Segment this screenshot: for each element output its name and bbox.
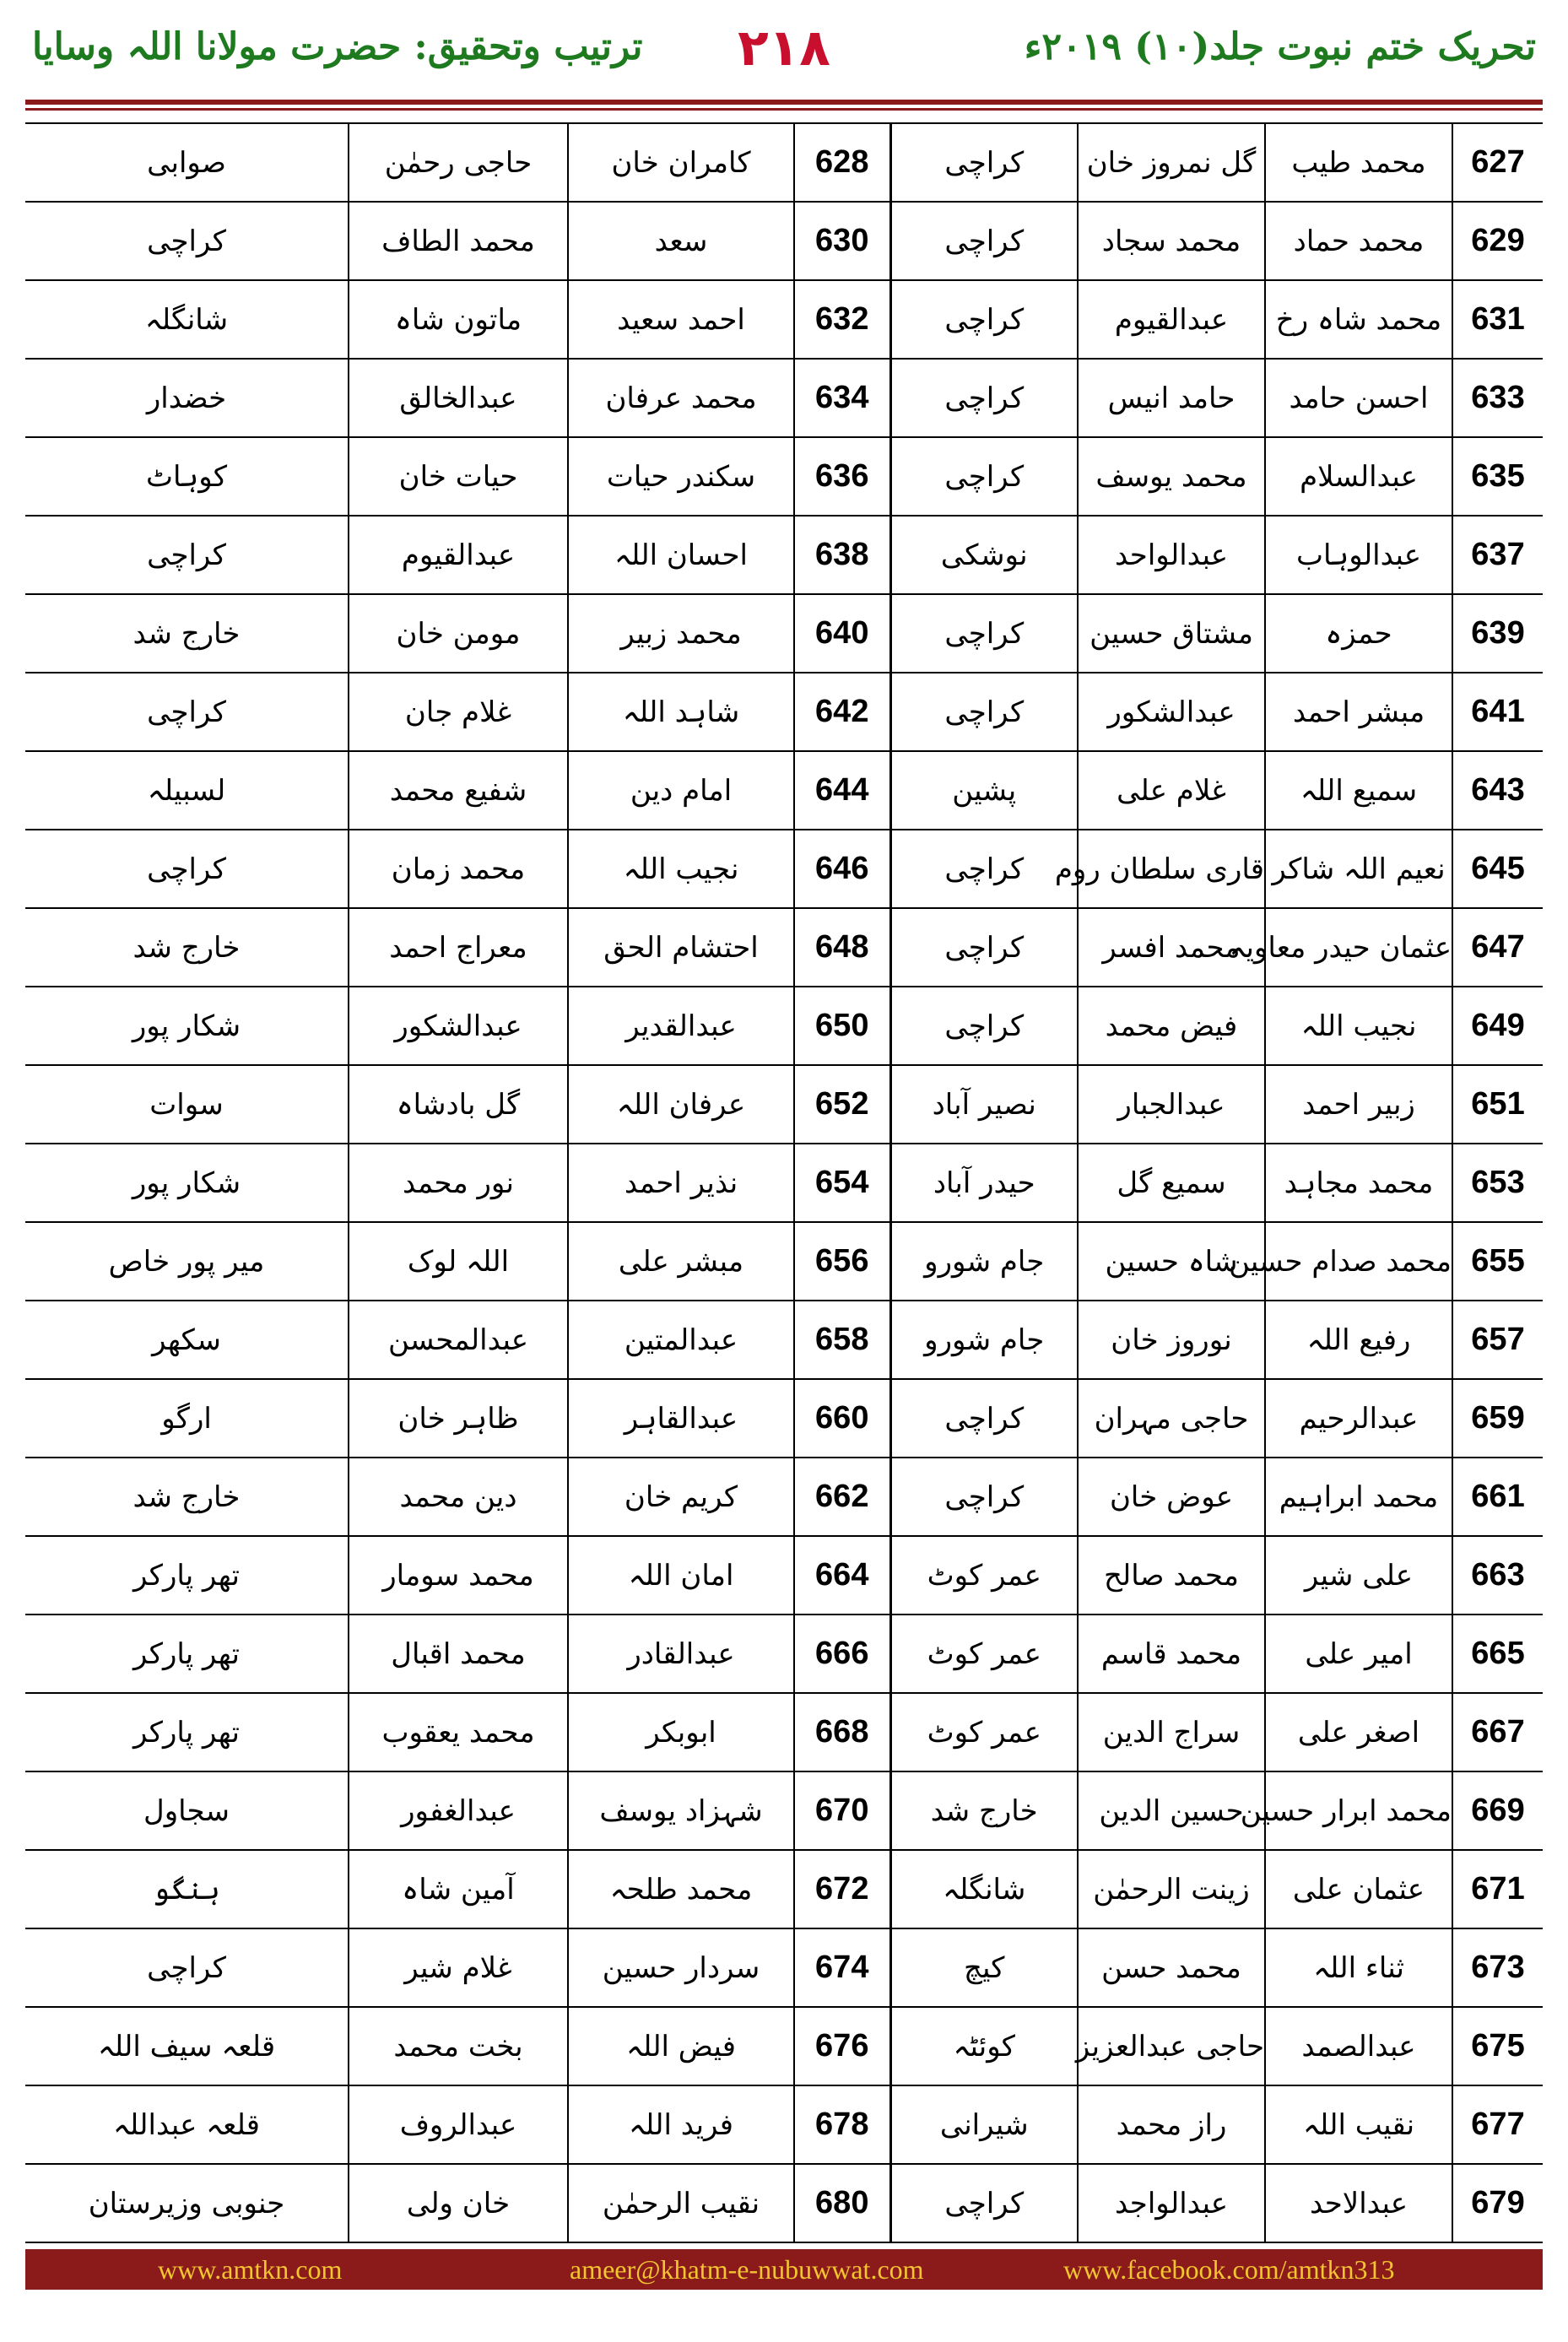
student-name-cell: سعد [568,202,794,280]
table-row [25,1065,1543,1144]
father-name-cell: فیض محمد [1078,987,1265,1065]
city-cell: خارج شد [25,1458,349,1536]
serial-number-cell: 634 [794,359,890,437]
serial-number-cell: 665 [1452,1615,1543,1693]
student-name-cell: عبدالرحیم [1265,1379,1452,1458]
father-name-cell: محمد صالح [1078,1536,1265,1615]
father-name-cell: عبدالواحد [1078,516,1265,594]
city-cell: صوابی [25,123,349,202]
serial-number-cell: 650 [794,987,890,1065]
father-name-cell: عبدالشکور [349,987,568,1065]
student-name-cell: محمد حماد [1265,202,1452,280]
header-rule-thick [25,100,1543,105]
student-name-cell: فیض اللہ [568,2007,794,2085]
serial-number-cell: 644 [794,751,890,830]
father-name-cell: محمد اقبال [349,1615,568,1693]
father-name-cell: معراج احمد [349,908,568,987]
city-cell: تھر پارکر [25,1536,349,1615]
table-row [25,123,1543,202]
city-cell: کراچی [890,437,1078,516]
book-title: تحریک ختم نبوت جلد(۱۰) ۲۰۱۹ء [1024,25,1536,68]
table-row [25,202,1543,280]
father-name-cell: شاہ حسین [1078,1222,1265,1301]
student-name-cell: اصغر علی [1265,1693,1452,1771]
serial-number-cell: 660 [794,1379,890,1458]
city-cell: کراچی [25,673,349,751]
serial-number-cell: 635 [1452,437,1543,516]
city-cell: عمر کوٹ [890,1693,1078,1771]
city-cell: کراچی [890,1379,1078,1458]
table-row [25,1693,1543,1771]
serial-number-cell: 629 [1452,202,1543,280]
table-row [25,1928,1543,2007]
city-cell: کراچی [25,1928,349,2007]
table-row [25,1615,1543,1693]
city-cell: شانگلہ [890,1850,1078,1928]
father-name-cell: غلام شیر [349,1928,568,2007]
city-cell: کراچی [890,673,1078,751]
table-row [25,1222,1543,1301]
serial-number-cell: 656 [794,1222,890,1301]
city-cell: کراچی [25,830,349,908]
serial-number-cell: 633 [1452,359,1543,437]
serial-number-cell: 674 [794,1928,890,2007]
serial-number-cell: 657 [1452,1301,1543,1379]
serial-number-cell: 630 [794,202,890,280]
father-name-cell: عبدالقیوم [1078,280,1265,359]
header-rule-thin [25,108,1543,111]
father-name-cell: حاجی رحمٰن [349,123,568,202]
city-cell: کراچی [890,594,1078,673]
city-cell: جنوبی وزیرستان [25,2164,349,2242]
serial-number-cell: 639 [1452,594,1543,673]
student-name-cell: احسان اللہ [568,516,794,594]
city-cell: پشین [890,751,1078,830]
serial-number-cell: 662 [794,1458,890,1536]
father-name-cell: راز محمد [1078,2085,1265,2164]
serial-number-cell: 658 [794,1301,890,1379]
city-cell: نوشکی [890,516,1078,594]
serial-number-cell: 654 [794,1144,890,1222]
student-name-cell: سردار حسین [568,1928,794,2007]
city-cell: سجاول [25,1771,349,1850]
student-name-cell: محمد طلحہ [568,1850,794,1928]
student-name-cell: نذیر احمد [568,1144,794,1222]
student-name-cell: نجیب اللہ [1265,987,1452,1065]
student-name-cell: کامران خان [568,123,794,202]
student-name-cell: شاہد اللہ [568,673,794,751]
table-row [25,1458,1543,1536]
city-cell: شکار پور [25,1144,349,1222]
serial-number-cell: 675 [1452,2007,1543,2085]
city-cell: خارج شد [890,1771,1078,1850]
city-cell: عمر کوٹ [890,1536,1078,1615]
serial-number-cell: 670 [794,1771,890,1850]
city-cell: تھر پارکر [25,1615,349,1693]
city-cell: حیدر آباد [890,1144,1078,1222]
serial-number-cell: 678 [794,2085,890,2164]
serial-number-cell: 638 [794,516,890,594]
student-name-cell: امام دین [568,751,794,830]
father-name-cell: غلام علی [1078,751,1265,830]
father-name-cell: حامد انیس [1078,359,1265,437]
father-name-cell: سمیع گل [1078,1144,1265,1222]
father-name-cell: سراج الدین [1078,1693,1265,1771]
city-cell: خارج شد [25,594,349,673]
father-name-cell: محمد سومار [349,1536,568,1615]
serial-number-cell: 632 [794,280,890,359]
student-list-table [25,122,1543,2243]
table-row [25,2085,1543,2164]
father-name-cell: زینت الرحمٰن [1078,1850,1265,1928]
student-name-cell: شہزاد یوسف [568,1771,794,1850]
student-name-cell: عبدالمتین [568,1301,794,1379]
serial-number-cell: 666 [794,1615,890,1693]
father-name-cell: محمد الطاف [349,202,568,280]
student-name-cell: مبشر احمد [1265,673,1452,751]
father-name-cell: حاجی عبدالعزیز [1078,2007,1265,2085]
serial-number-cell: 680 [794,2164,890,2242]
father-name-cell: ظاہر خان [349,1379,568,1458]
serial-number-cell: 669 [1452,1771,1543,1850]
serial-number-cell: 661 [1452,1458,1543,1536]
student-name-cell: عثمان حیدر معاویہ [1265,908,1452,987]
table-row [25,1379,1543,1458]
table-row [25,2007,1543,2085]
city-cell: کوئٹہ [890,2007,1078,2085]
city-cell: قلعہ سیف اللہ [25,2007,349,2085]
father-name-cell: عبدالخالق [349,359,568,437]
father-name-cell: محمد زمان [349,830,568,908]
city-cell: تھر پارکر [25,1693,349,1771]
table-row [25,987,1543,1065]
city-cell: کراچی [25,516,349,594]
father-name-cell: شفیع محمد [349,751,568,830]
table-row [25,830,1543,908]
city-cell: شیرانی [890,2085,1078,2164]
student-name-cell: کریم خان [568,1458,794,1536]
city-cell: شانگلہ [25,280,349,359]
city-cell: کراچی [890,830,1078,908]
father-name-cell: عبدالروف [349,2085,568,2164]
city-cell: کراچی [890,987,1078,1065]
student-name-cell: عبدالسلام [1265,437,1452,516]
table-row [25,516,1543,594]
serial-number-cell: 655 [1452,1222,1543,1301]
father-name-cell: دین محمد [349,1458,568,1536]
student-name-cell: فرید اللہ [568,2085,794,2164]
father-name-cell: محمد سجاد [1078,202,1265,280]
serial-number-cell: 676 [794,2007,890,2085]
serial-number-cell: 653 [1452,1144,1543,1222]
student-name-cell: عبدالقدیر [568,987,794,1065]
page-number: ۲۱۸ [738,19,830,78]
city-cell: خارج شد [25,908,349,987]
student-name-cell: عبدالاحد [1265,2164,1452,2242]
serial-number-cell: 672 [794,1850,890,1928]
table-body [25,123,1543,2242]
student-name-cell: عرفان اللہ [568,1065,794,1144]
student-name-cell: نجیب اللہ [568,830,794,908]
serial-number-cell: 648 [794,908,890,987]
serial-number-cell: 627 [1452,123,1543,202]
serial-number-cell: 671 [1452,1850,1543,1928]
table-row [25,1850,1543,1928]
table-row [25,1771,1543,1850]
serial-number-cell: 643 [1452,751,1543,830]
table-row [25,280,1543,359]
table-row [25,594,1543,673]
serial-number-cell: 640 [794,594,890,673]
serial-number-cell: 637 [1452,516,1543,594]
city-cell: کیچ [890,1928,1078,2007]
city-cell: کراچی [890,280,1078,359]
student-name-cell: عبدالقاہر [568,1379,794,1458]
father-name-cell: بخت محمد [349,2007,568,2085]
serial-number-cell: 641 [1452,673,1543,751]
footer-facebook-link[interactable]: www.facebook.com/amtkn313 [1063,2254,1395,2285]
student-name-cell: محمد صدام حسین [1265,1222,1452,1301]
student-name-cell: نعیم اللہ شاکر [1265,830,1452,908]
father-name-cell: عبدالواجد [1078,2164,1265,2242]
serial-number-cell: 646 [794,830,890,908]
student-name-cell: احتشام الحق [568,908,794,987]
serial-number-cell: 649 [1452,987,1543,1065]
father-name-cell: اللہ لوک [349,1222,568,1301]
city-cell: کراچی [890,123,1078,202]
city-cell: قلعہ عبداللہ [25,2085,349,2164]
student-name-cell: حمزہ [1265,594,1452,673]
table-row [25,751,1543,830]
serial-number-cell: 679 [1452,2164,1543,2242]
serial-number-cell: 677 [1452,2085,1543,2164]
student-name-cell: نقیب الرحمٰن [568,2164,794,2242]
student-name-cell: عبدالصمد [1265,2007,1452,2085]
student-name-cell: امیر علی [1265,1615,1452,1693]
student-name-cell: امان اللہ [568,1536,794,1615]
father-name-cell: محمد یعقوب [349,1693,568,1771]
father-name-cell: عبدالغفور [349,1771,568,1850]
father-name-cell: خان ولی [349,2164,568,2242]
table-row [25,1144,1543,1222]
city-cell: کراچی [890,2164,1078,2242]
father-name-cell: عبدالجبار [1078,1065,1265,1144]
father-name-cell: گل بادشاہ [349,1065,568,1144]
father-name-cell: مشتاق حسین [1078,594,1265,673]
student-name-cell: احسن حامد [1265,359,1452,437]
city-cell: میر پور خاص [25,1222,349,1301]
student-name-cell: احمد سعید [568,280,794,359]
student-name-cell: عبدالوہاب [1265,516,1452,594]
father-name-cell: نوروز خان [1078,1301,1265,1379]
father-name-cell: عبدالمحسن [349,1301,568,1379]
footer-email-link[interactable]: ameer@khatm-e-nubuwwat.com [570,2254,924,2285]
serial-number-cell: 645 [1452,830,1543,908]
father-name-cell: گل نمروز خان [1078,123,1265,202]
father-name-cell: عبدالشکور [1078,673,1265,751]
city-cell: عمر کوٹ [890,1615,1078,1693]
serial-number-cell: 631 [1452,280,1543,359]
student-name-cell: ابوبکر [568,1693,794,1771]
father-name-cell: حاجی مہران [1078,1379,1265,1458]
father-name-cell: حسین الدین [1078,1771,1265,1850]
father-name-cell: حیات خان [349,437,568,516]
father-name-cell: محمد حسن [1078,1928,1265,2007]
table-row [25,1301,1543,1379]
serial-number-cell: 651 [1452,1065,1543,1144]
city-cell: کراچی [890,1458,1078,1536]
student-name-cell: علی شیر [1265,1536,1452,1615]
city-cell: ارگو [25,1379,349,1458]
city-cell: سکھر [25,1301,349,1379]
table-row [25,437,1543,516]
student-name-cell: رفیع اللہ [1265,1301,1452,1379]
city-cell: کراچی [890,908,1078,987]
city-cell: خضدار [25,359,349,437]
student-name-cell: زبیر احمد [1265,1065,1452,1144]
city-cell: جام شورو [890,1301,1078,1379]
student-name-cell: سمیع اللہ [1265,751,1452,830]
page-header [0,0,1568,105]
serial-number-cell: 667 [1452,1693,1543,1771]
serial-number-cell: 647 [1452,908,1543,987]
student-name-cell: محمد زبیر [568,594,794,673]
serial-number-cell: 642 [794,673,890,751]
table-row [25,1536,1543,1615]
student-name-cell: محمد طیب [1265,123,1452,202]
city-cell: شکار پور [25,987,349,1065]
serial-number-cell: 628 [794,123,890,202]
city-cell: سوات [25,1065,349,1144]
city-cell: کراچی [890,359,1078,437]
serial-number-cell: 659 [1452,1379,1543,1458]
city-cell: لسبیلہ [25,751,349,830]
city-cell: کراچی [890,202,1078,280]
father-name-cell: نور محمد [349,1144,568,1222]
table-row [25,2164,1543,2242]
footer-website-link[interactable]: www.amtkn.com [158,2254,343,2285]
father-name-cell: محمد افسر [1078,908,1265,987]
student-name-cell: محمد شاہ رخ [1265,280,1452,359]
city-cell: ہنگو [25,1850,349,1928]
serial-number-cell: 652 [794,1065,890,1144]
student-name-cell: محمد ابرار حسین [1265,1771,1452,1850]
student-name-cell: سکندر حیات [568,437,794,516]
student-name-cell: محمد مجاہد [1265,1144,1452,1222]
student-name-cell: محمد عرفان [568,359,794,437]
table-row [25,359,1543,437]
city-cell: کوہاٹ [25,437,349,516]
serial-number-cell: 663 [1452,1536,1543,1615]
student-name-cell: عبدالقادر [568,1615,794,1693]
city-cell: نصیر آباد [890,1065,1078,1144]
compiler-credit: ترتیب وتحقیق: حضرت مولانا اللہ وسایا [32,25,643,68]
city-cell: جام شورو [890,1222,1078,1301]
student-name-cell: نقیب اللہ [1265,2085,1452,2164]
page-footer [25,2249,1543,2290]
table-row [25,673,1543,751]
father-name-cell: محمد یوسف [1078,437,1265,516]
student-list-table-wrap [25,122,1543,2229]
father-name-cell: آمین شاہ [349,1850,568,1928]
table-row [25,908,1543,987]
serial-number-cell: 668 [794,1693,890,1771]
father-name-cell: عوض خان [1078,1458,1265,1536]
father-name-cell: غلام جان [349,673,568,751]
serial-number-cell: 673 [1452,1928,1543,2007]
serial-number-cell: 636 [794,437,890,516]
student-name-cell: مبشر علی [568,1222,794,1301]
city-cell: کراچی [25,202,349,280]
father-name-cell: عبدالقیوم [349,516,568,594]
student-name-cell: محمد ابراہیم [1265,1458,1452,1536]
father-name-cell: محمد قاسم [1078,1615,1265,1693]
father-name-cell: مومن خان [349,594,568,673]
father-name-cell: ماتون شاہ [349,280,568,359]
student-name-cell: ثناء اللہ [1265,1928,1452,2007]
serial-number-cell: 664 [794,1536,890,1615]
father-name-cell: قاری سلطان روم [1078,830,1265,908]
student-name-cell: عثمان علی [1265,1850,1452,1928]
